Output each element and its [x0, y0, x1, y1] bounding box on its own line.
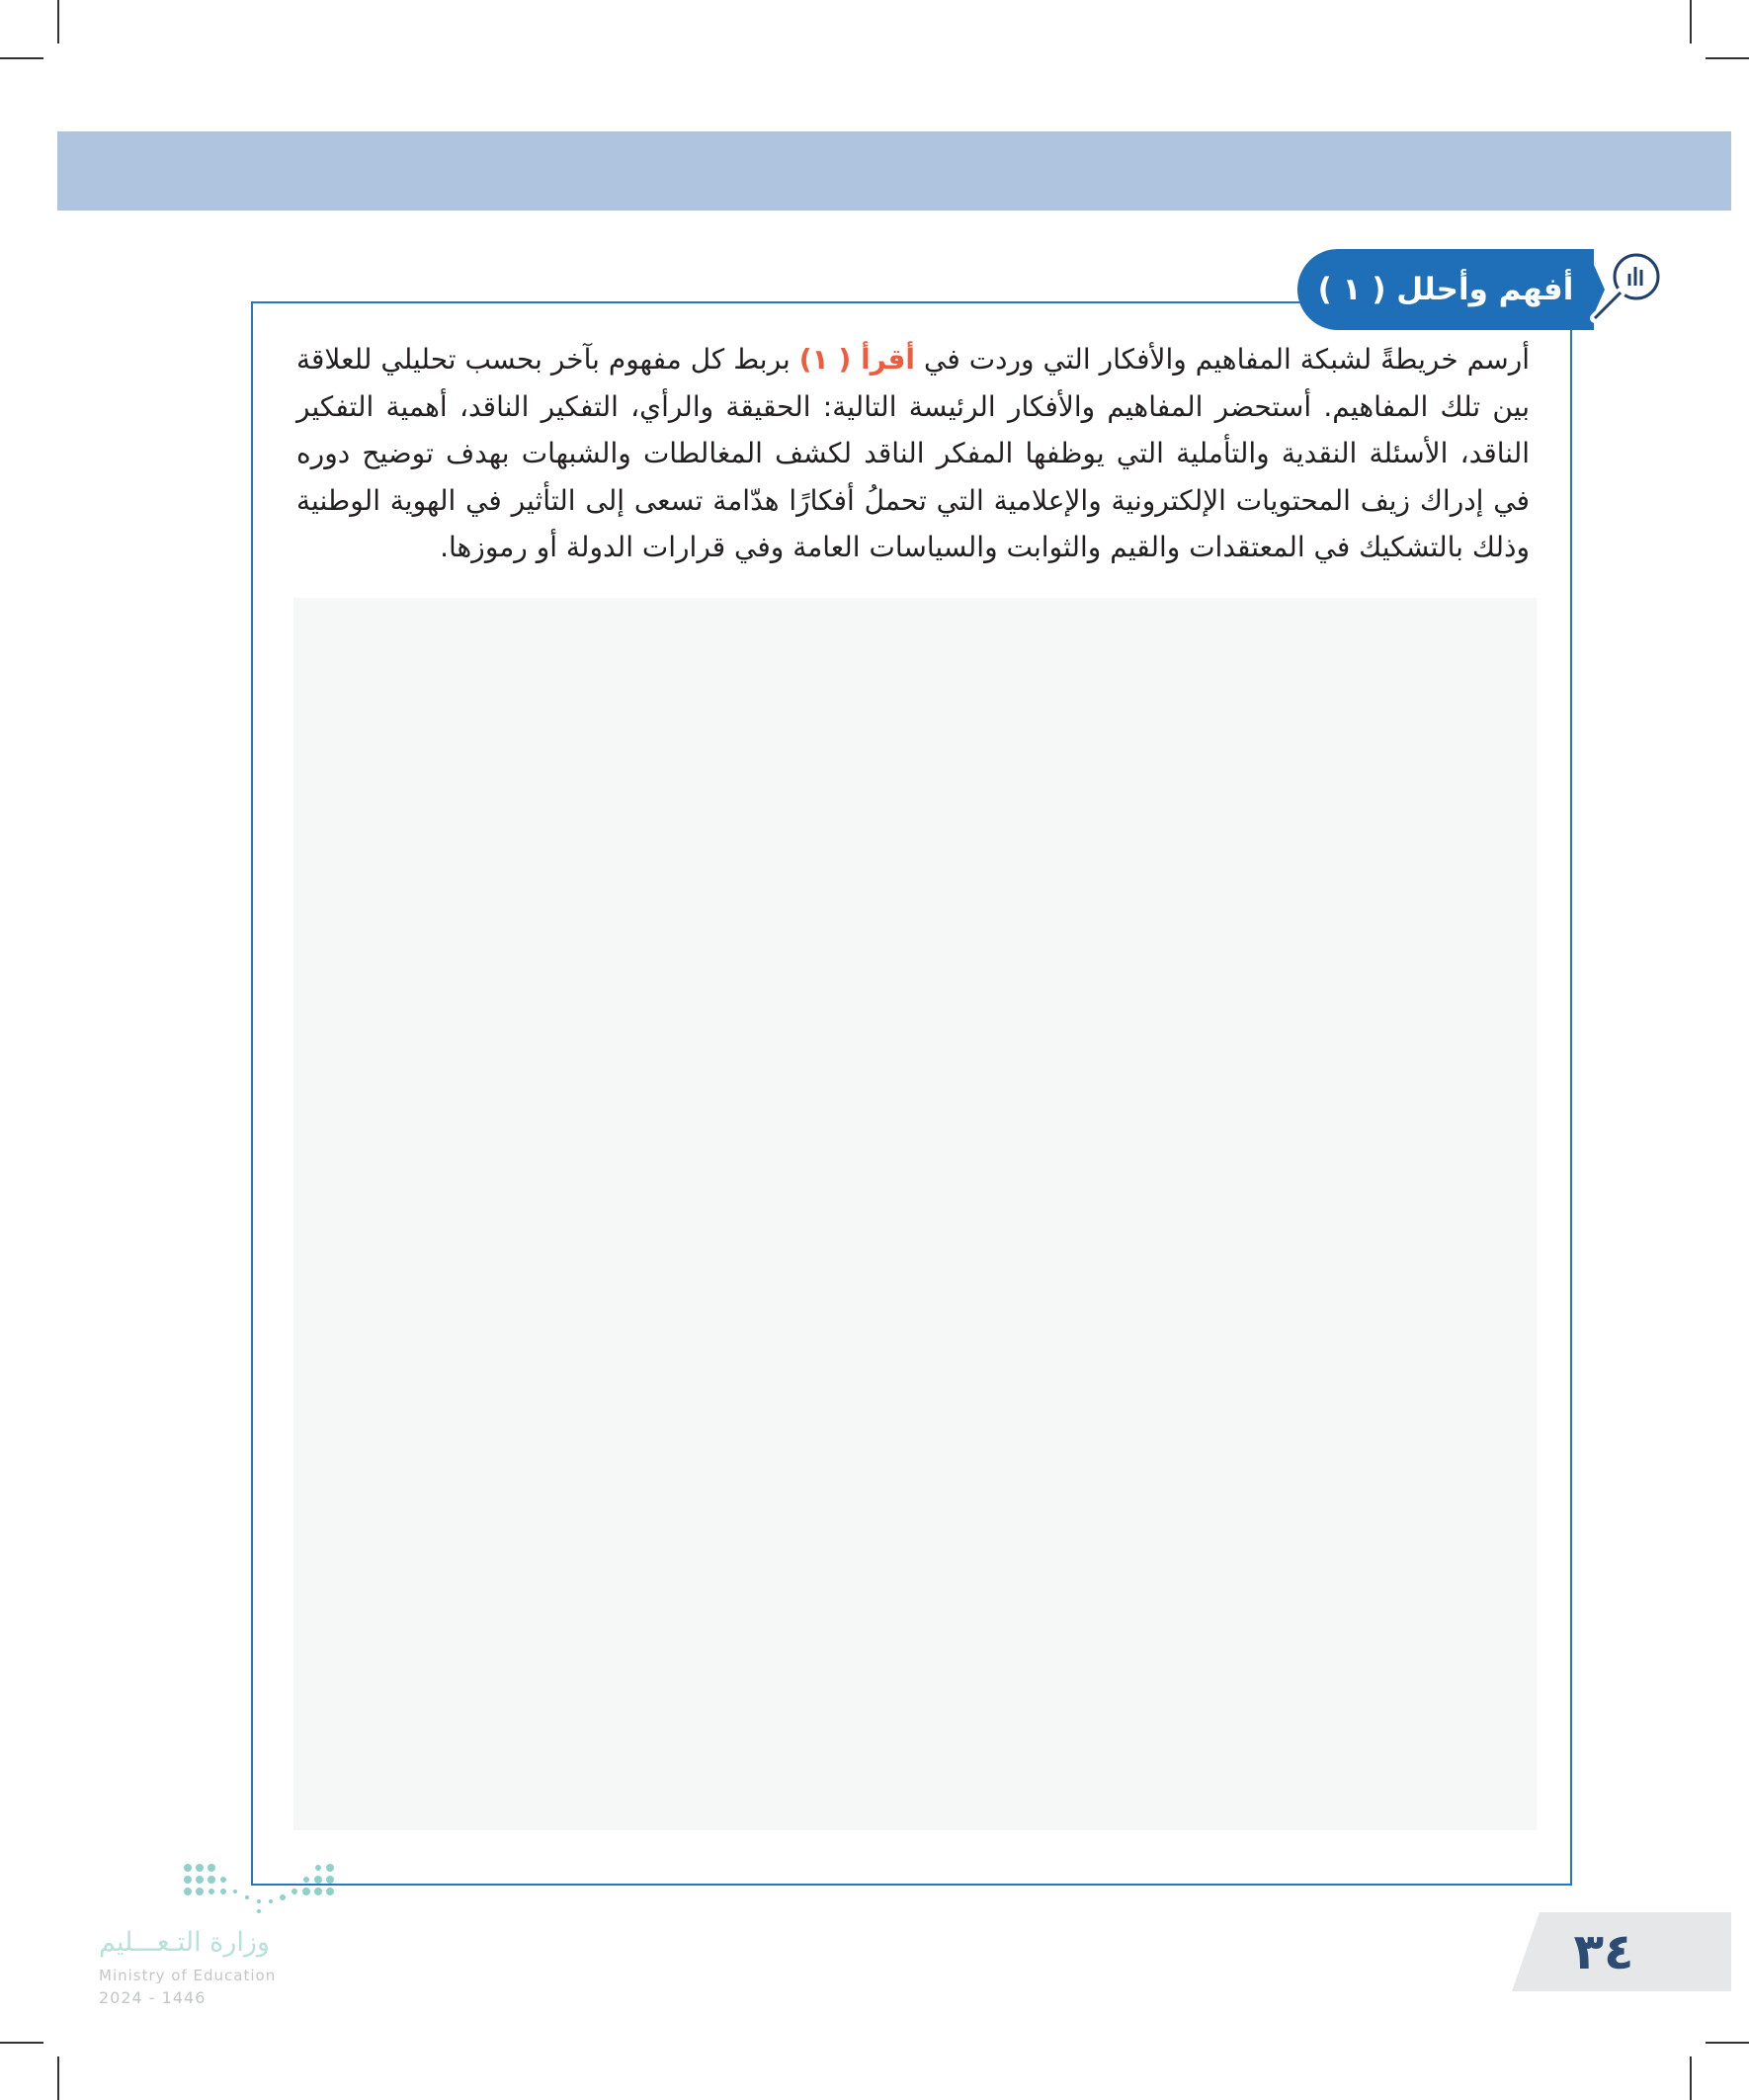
crop-mark: [0, 57, 43, 59]
ministry-name-english: Ministry of Education: [99, 1967, 277, 1984]
crop-mark: [1690, 0, 1692, 43]
crop-mark: [1690, 2057, 1692, 2100]
ministry-name-arabic: وزارة التـعـــليم: [99, 1927, 270, 1958]
crop-mark: [0, 2042, 43, 2044]
instruction-paragraph: [296, 336, 1530, 571]
crop-mark: [57, 0, 59, 43]
concept-map-drawing-area[interactable]: [293, 598, 1537, 1830]
page-number: ٣٤: [1573, 1923, 1634, 1980]
magnifier-chart-icon: [1585, 249, 1664, 328]
lesson-reference: أقرأ ( ١): [798, 343, 916, 376]
crop-mark: [1706, 2042, 1749, 2044]
instruction-text-rest: بربط كل مفهوم بآخر بحسب تحليلي للعلاقة بين تلك المفاهيم. أستحضر المفاهيم والأفكار الرئيسة التالية: الحقيقة والرأي، التفكير الناقد، أهمية التفكير الناقد، الأسئلة النقدية والتأملية التي يوظفها المفكر الناقد لكشف المغالطات والشبهات بهدف توضيح دوره في إدراك زيف المحتويات الإلكترونية والإعلامية التي تحملُ أفكارًا هدّامة تسعى إلى التأثير في الهوية الوطنية وذلك بالتشكيك في المعتقدات والقيم والثوابت والسياسات العامة وفي قرارات الدولة أو رموزها.: [296, 343, 1530, 563]
section-title-text: أفهم وأحلل ( ١ ): [1317, 272, 1574, 307]
edition-year: 2024 - 1446: [99, 1988, 207, 2007]
section-title: [1297, 249, 1594, 330]
crop-mark: [1706, 57, 1749, 59]
header-band: [57, 131, 1731, 210]
instruction-text-start: أرسم خريطةً لشبكة المفاهيم والأفكار التي وردت في: [915, 343, 1531, 376]
ministry-logo-dots: [178, 1858, 356, 1917]
crop-mark: [57, 2057, 59, 2100]
